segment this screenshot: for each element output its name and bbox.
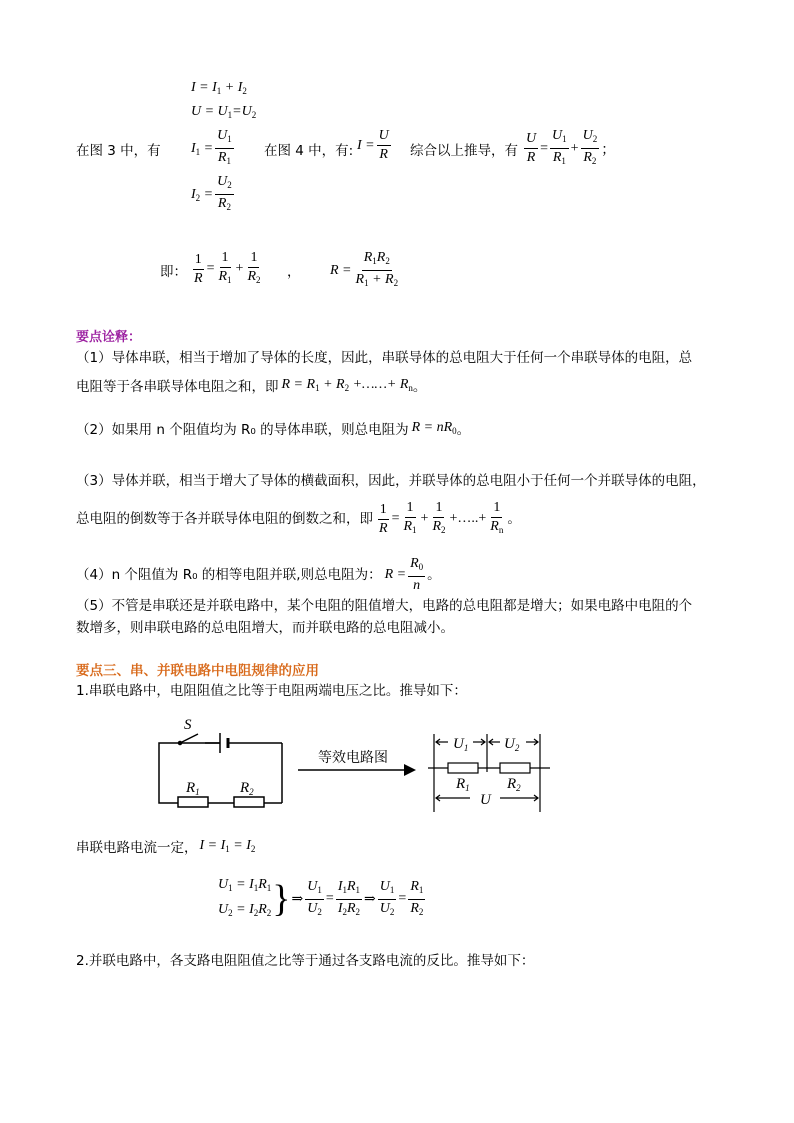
series-circuit-diagram	[150, 712, 560, 822]
point-1-line2: 电阻等于各串联导体电阻之和，即 $R = R_1 + R_2$ +……+ $R_n$ 。	[76, 377, 427, 395]
r1-label: $R_1$	[186, 780, 200, 797]
eq-parallel-reciprocal: $\frac{1}{R}$ = $\frac{1}{R_1}$ + $\frac{1}{R_2}$	[194, 250, 261, 286]
svg-text:R2: $R_2$	[507, 776, 521, 793]
u2-label: $U_2$	[504, 736, 520, 753]
series-current-line: 串联电路电流一定， $I = I_1 = I_2$	[76, 838, 256, 856]
fig4-intro: 在图 4 中，有:	[264, 143, 354, 159]
point-1-line1: （1）导体串联，相当于增加了导体的长度，因此，串联导体的总电阻大于任何一个串联导体的电阻，总	[76, 350, 693, 366]
u-label: U	[480, 792, 491, 808]
result-label: 即：	[160, 264, 187, 280]
resistor-r2	[234, 797, 264, 807]
series-ratio-derivation: $U_1 = I_1R_1$ $U_2 = I_2R_2$ } ⇒ $\frac{U_1}{U_2}$ = $\frac{I_1R_1}{I_2R_2}$ ⇒ $\frac{U_1}{U_2}$ = $\frac{R_1}{R_2}$	[218, 877, 424, 920]
eq-current-sum: $I = I_1 + I_2$	[191, 80, 247, 96]
point-5-line1: （5）不管是串联还是并联电路中，某个电阻的阻值增大，电路的总电阻都是增大；如果电路中电阻的个	[76, 598, 693, 614]
combine-intro: 综合以上推导，有	[410, 143, 518, 159]
eq-i2: $I_2$ = $\frac{U_2}{R_2}$	[191, 174, 232, 212]
arrow-label: 等效电路图	[318, 750, 388, 766]
section3-item2: 2.并联电路中，各支路电阻阻值之比等于通过各支路电流的反比。推导如下：	[76, 953, 535, 969]
svg-text:R1: $R_1$	[456, 776, 470, 793]
point-4: （4）n 个阻值为 R₀ 的相等电阻并联,则总电阻为： R = $\frac{R_0}{n}$ 。	[76, 556, 441, 593]
switch-label: S	[184, 717, 192, 733]
section3-heading: 要点三、串、并联电路中电阻规律的应用	[76, 663, 319, 679]
eq-ohm: I = $\frac{U}{R}$	[357, 128, 389, 162]
point-2: （2）如果用 n 个阻值均为 R₀ 的导体串联，则总电阻为 $R = nR_0$ 。	[76, 420, 471, 438]
result-sep: ，	[287, 264, 301, 280]
fig3-intro: 在图 3 中，有	[76, 143, 161, 159]
resistor-r1	[178, 797, 208, 807]
eq-combined: $\frac{U}{R}$ = $\frac{U_1}{R_1}$ + $\frac{U_2}{R_2}$ ；	[526, 128, 616, 166]
eq-i1: $I_1$ = $\frac{U_1}{R_1}$	[191, 128, 232, 166]
eq-voltage-equal: $U = U_1=U_2$	[191, 104, 257, 120]
point-3-line1: （3）导体并联，相当于增大了导体的横截面积，因此，并联导体的总电阻小于任何一个并联导体的电阻，	[76, 473, 706, 489]
section3-item1: 1.串联电路中，电阻阻值之比等于电阻两端电压之比。推导如下：	[76, 683, 467, 699]
key-points-heading: 要点诠释：	[76, 330, 142, 345]
r2-label: $R_2$	[240, 780, 254, 797]
u1-label: $U_1$	[453, 736, 469, 753]
point-5-line2: 数增多，则串联电路的总电阻增大，而并联电路的总电阻减小。	[76, 620, 454, 636]
original-circuit	[159, 733, 282, 803]
eq-parallel-product: R = $\frac{R_1R_2}{R_1 + R_2}$	[330, 250, 399, 288]
point-3-line2: 总电阻的倒数等于各并联导体电阻的倒数之和，即 $\frac{1}{R}$ = $\frac{1}{R_1}$ + $\frac{1}{R_2}$ +…..+ $\frac{1}{R_n}$ 。	[76, 500, 521, 536]
